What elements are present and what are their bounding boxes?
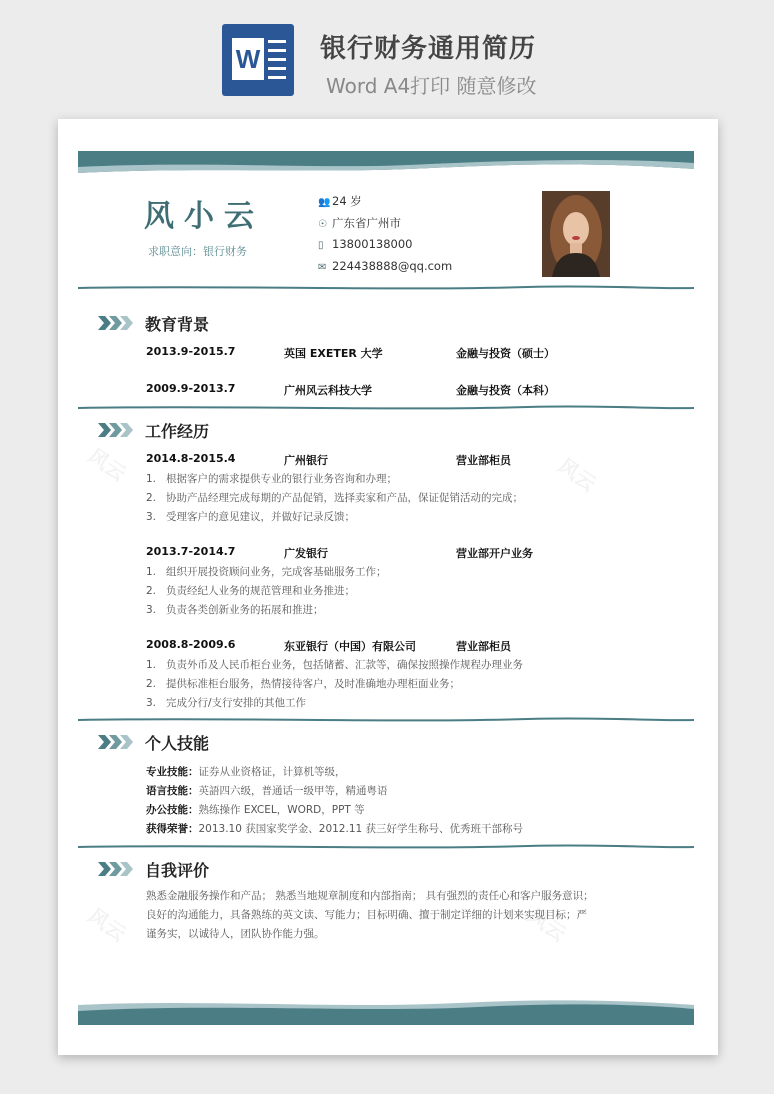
job-item: 3. 负责各类创新业务的拓展和推进； bbox=[146, 604, 324, 616]
header-wave bbox=[78, 149, 694, 177]
job-company: 广州银行 bbox=[284, 454, 328, 467]
job-role: 营业部柜员 bbox=[456, 640, 511, 653]
chevrons-icon bbox=[98, 423, 134, 437]
banner-title: 银行财务通用简历 bbox=[320, 34, 537, 64]
job-item: 2. 提供标准柜台服务，热情接待客户，及时准确地办理柜面业务； bbox=[146, 678, 460, 690]
watermark: 风云 bbox=[553, 453, 601, 497]
section-title: 教育背景 bbox=[145, 315, 210, 334]
phone-value: 13800138000 bbox=[332, 237, 413, 251]
location-pin-icon: ☉ bbox=[318, 219, 327, 230]
job-item: 2. 协助产品经理完成每期的产品促销，选择卖家和产品，保证促销活动的完成； bbox=[146, 492, 523, 504]
info-phone bbox=[318, 237, 412, 251]
job-role: 营业部柜员 bbox=[456, 454, 511, 467]
candidate-name: 风小云 bbox=[144, 199, 264, 234]
phone-icon: ▯ bbox=[318, 240, 324, 251]
chevrons-icon bbox=[98, 862, 134, 876]
profile-photo bbox=[542, 191, 610, 277]
edu-major: 金融与投资（硕士） bbox=[456, 347, 555, 360]
edu-school: 英国 EXETER 大学 bbox=[284, 347, 383, 360]
email-value: 224438888@qq.com bbox=[332, 259, 453, 273]
job-item: 3. 受理客户的意见建议，并做好记录反馈； bbox=[146, 511, 355, 523]
banner-subtitle: Word A4打印 随意修改 bbox=[326, 74, 537, 98]
job-item: 1. 负责外币及人民币柜台业务，包括储蓄、汇款等，确保按照操作规程办理业务 bbox=[146, 659, 523, 671]
skill-line: 获得荣誉：2013.10 获国家奖学金、2012.11 获三好学生称号、优秀班干部称号 bbox=[146, 823, 524, 835]
section-title: 自我评价 bbox=[145, 861, 210, 880]
job-intent: 求职意向：银行财务 bbox=[148, 245, 247, 258]
chevrons-icon bbox=[98, 735, 134, 749]
resume-page bbox=[58, 119, 718, 1055]
section-title: 工作经历 bbox=[145, 422, 210, 441]
location-value: 广东省广州市 bbox=[332, 216, 401, 230]
word-icon bbox=[222, 24, 294, 96]
footer-wave bbox=[78, 995, 694, 1025]
section-divider bbox=[78, 285, 694, 291]
job-period: 2013.7-2014.7 bbox=[146, 545, 236, 558]
skill-line: 办公技能：熟练操作 EXCEL，WORD，PPT 等 bbox=[146, 804, 365, 816]
watermark: 风云 bbox=[83, 443, 131, 487]
job-item: 1. 根据客户的需求提供专业的银行业务咨询和办理； bbox=[146, 473, 397, 485]
mail-icon: ✉ bbox=[318, 262, 327, 273]
info-age bbox=[318, 193, 362, 209]
job-company: 广发银行 bbox=[284, 547, 328, 560]
section-divider bbox=[78, 717, 694, 723]
job-item: 2. 负责经纪人业务的规范管理和业务推进； bbox=[146, 585, 355, 597]
self-eval-text: 熟悉金融服务操作和产品； 熟悉当地规章制度和内部指南； 具有强烈的责任心和客户服务意识； 良好的沟通能力，具备熟练的英文读、写能力；目标明确、擅于制定详细的计划来实现目标；严谨务实，以诚待人，团队协作能力强。 bbox=[146, 890, 594, 940]
job-company: 东亚银行（中国）有限公司 bbox=[284, 640, 416, 653]
edu-school: 广州风云科技大学 bbox=[284, 384, 372, 397]
watermark: 风云 bbox=[523, 903, 571, 947]
job-item: 3. 完成分行/支行安排的其他工作 bbox=[146, 697, 307, 709]
person-icon: 👥 bbox=[318, 197, 331, 208]
watermark: 风云 bbox=[83, 903, 131, 947]
section-divider bbox=[78, 844, 694, 850]
edu-period: 2009.9-2013.7 bbox=[146, 382, 236, 395]
job-period: 2008.8-2009.6 bbox=[146, 638, 236, 651]
info-location bbox=[318, 215, 401, 231]
section-divider bbox=[78, 405, 694, 411]
word-letter: W bbox=[232, 38, 264, 80]
skill-line: 语言技能：英語四六级，普通话一级甲等，精通粤语 bbox=[146, 785, 388, 797]
job-item: 1. 组织开展投资顾问业务，完成客基础服务工作； bbox=[146, 566, 387, 578]
page-banner bbox=[0, 0, 774, 110]
job-period: 2014.8-2015.4 bbox=[146, 452, 236, 465]
section-title: 个人技能 bbox=[145, 734, 210, 753]
chevrons-icon bbox=[98, 316, 134, 330]
age-value: 24 岁 bbox=[332, 194, 362, 208]
info-email bbox=[318, 259, 452, 273]
edu-period: 2013.9-2015.7 bbox=[146, 345, 236, 358]
edu-major: 金融与投资（本科） bbox=[456, 384, 555, 397]
skill-line: 专业技能：证券从业资格证，计算机等级， bbox=[146, 766, 346, 778]
job-role: 营业部开户业务 bbox=[456, 547, 533, 560]
